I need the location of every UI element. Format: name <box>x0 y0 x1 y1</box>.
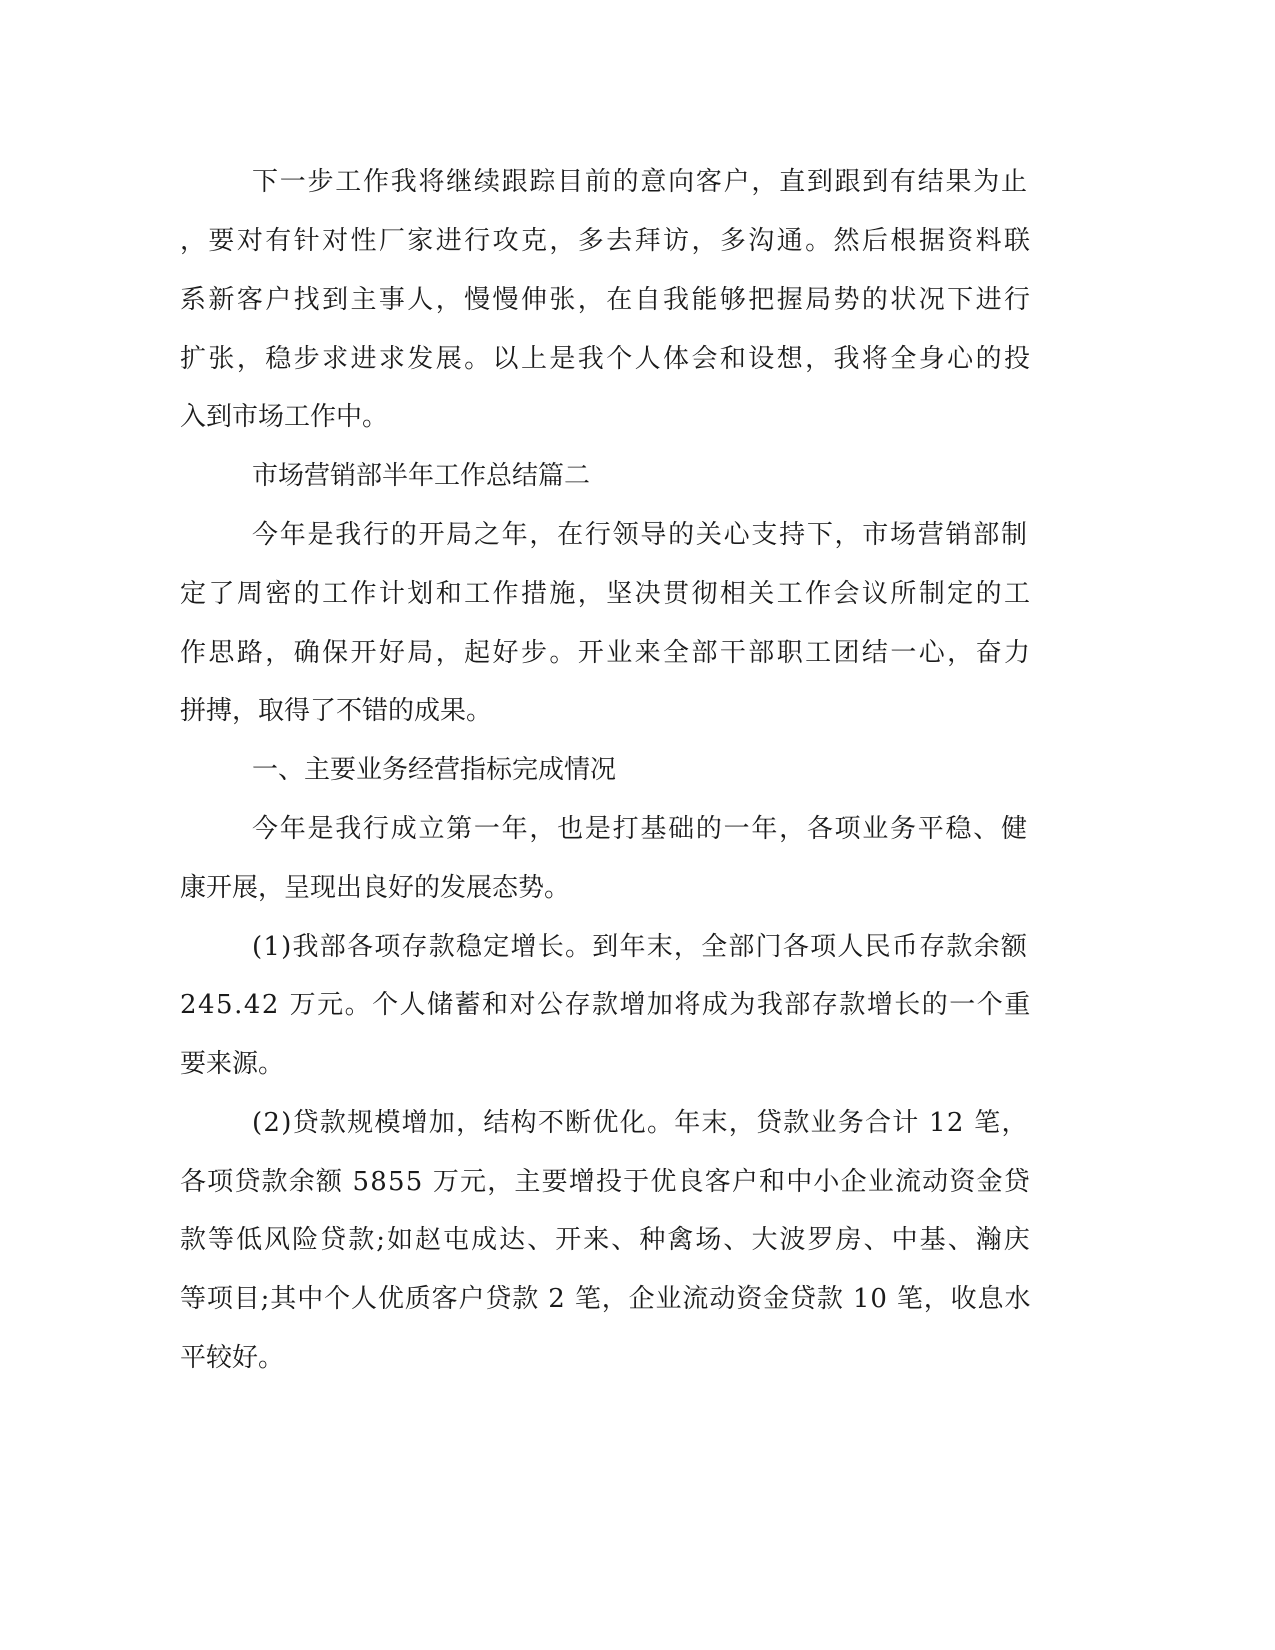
text-line-13: 康开展，呈现出良好的发展态势。 <box>180 873 571 903</box>
text-line-14: (1)我部各项存款稳定增长。到年末，全部门各项人民币存款余额 <box>252 932 1029 962</box>
text-line-7: 今年是我行的开局之年，在行领导的关心支持下，市场营销部制 <box>252 520 1029 550</box>
text-line-18: 各项贷款余额 5855 万元，主要增投于优良客户和中小企业流动资金贷 <box>180 1167 1031 1197</box>
text-line-15: 245.42 万元。个人储蓄和对公存款增加将成为我部存款增长的一个重 <box>180 990 1032 1020</box>
text-line-21: 平较好。 <box>180 1343 285 1373</box>
text-line-5: 入到市场工作中。 <box>180 402 389 432</box>
text-line-2: ，要对有针对性厂家进行攻克，多去拜访，多沟通。然后根据资料联 <box>180 226 1033 256</box>
text-line-8: 定了周密的工作计划和工作措施，坚决贯彻相关工作会议所制定的工 <box>180 579 1033 609</box>
section-heading-indicators: 一、主要业务经营指标完成情况 <box>252 755 617 785</box>
text-line-17: (2)贷款规模增加，结构不断优化。年末，贷款业务合计 12 笔， <box>252 1108 1029 1138</box>
text-line-16: 要来源。 <box>180 1049 285 1079</box>
text-line-19: 款等低风险贷款;如赵屯成达、开来、种禽场、大波罗房、中基、瀚庆 <box>180 1225 1032 1255</box>
section-heading-part-two: 市场营销部半年工作总结篇二 <box>252 461 591 491</box>
text-line-12: 今年是我行成立第一年，也是打基础的一年，各项业务平稳、健 <box>252 814 1029 844</box>
text-line-4: 扩张，稳步求进求发展。以上是我个人体会和设想，我将全身心的投 <box>180 344 1033 374</box>
text-line-10: 拼搏，取得了不错的成果。 <box>180 696 493 726</box>
text-line-1: 下一步工作我将继续跟踪目前的意向客户，直到跟到有结果为止 <box>252 167 1029 197</box>
text-line-3: 系新客户找到主事人，慢慢伸张，在自我能够把握局势的状况下进行 <box>180 285 1033 315</box>
text-line-20: 等项目;其中个人优质客户贷款 2 笔，企业流动资金贷款 10 笔，收息水 <box>180 1284 1032 1314</box>
text-line-9: 作思路，确保开好局，起好步。开业来全部干部职工团结一心，奋力 <box>180 638 1033 668</box>
